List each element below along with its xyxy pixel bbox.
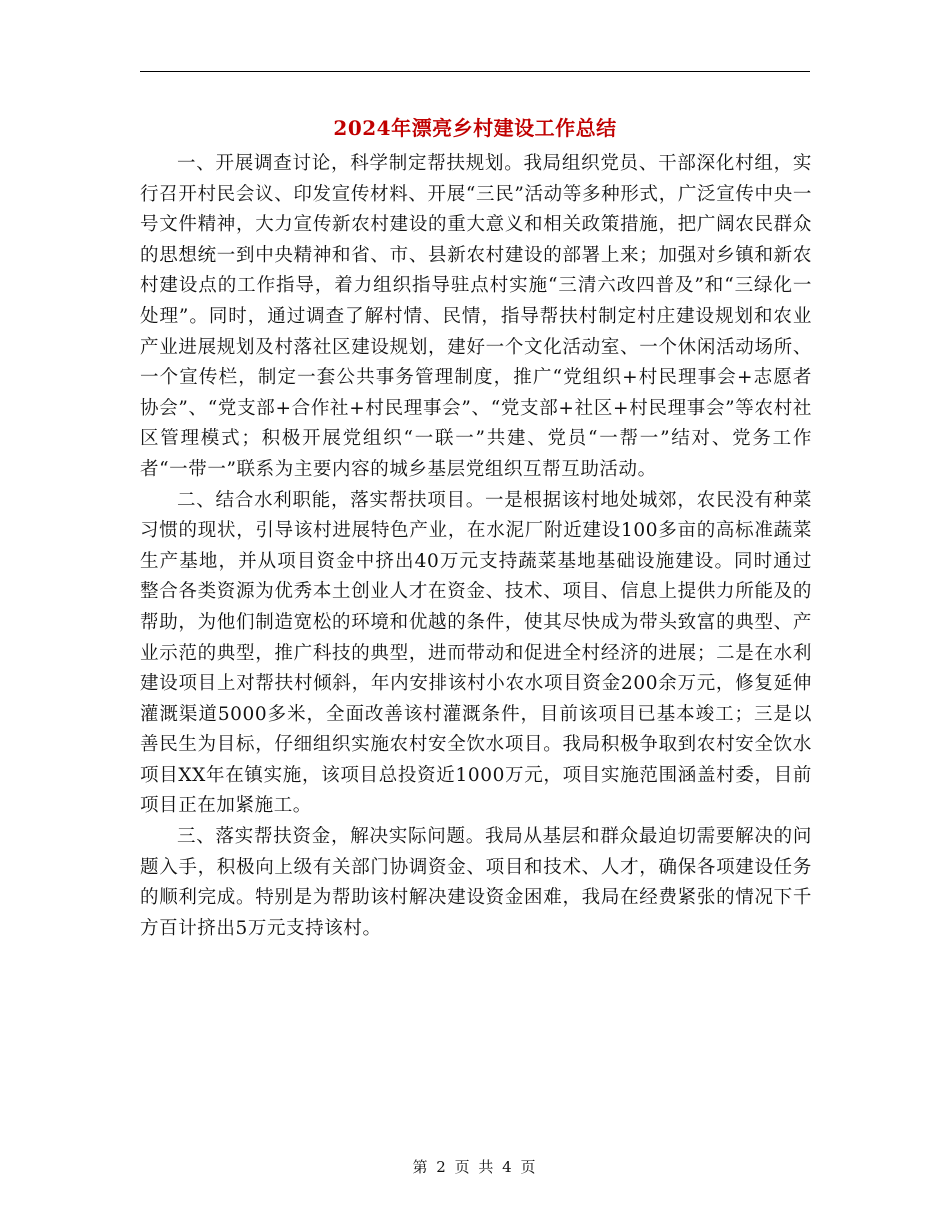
document-title: 2024年漂亮乡村建设工作总结	[333, 116, 617, 140]
page-number: 第 2 页 共 4 页	[412, 1158, 538, 1176]
header-rule	[140, 71, 810, 72]
paragraph-2: 二、结合水利职能，落实帮扶项目。一是根据该村地处城郊，农民没有种菜习惯的现状，引导该村进展特色产业，在水泥厂附近建设100多亩的高标准蔬菜生产基地，并从项目资金中挤出40万元支持蔬菜基地基础设施建设。同时通过整合各类资源为优秀本土创业人才在资金、技术、项目、信息上提供力所能及的帮助，为他们制造宽松的环境和优越的条件，使其尽快成为带头致富的典型、产业示范的典型，推广科技的典型，进而带动和促进全村经济的进展；二是在水利建设项目上对帮扶村倾斜，年内安排该村小农水项目资金200余万元，修复延伸灌溉渠道5000多米，全面改善该村灌溉条件，目前该项目已基本竣工；三是以善民生为目标，仔细组织实施农村安全饮水项目。我局积极争取到农村安全饮水项目XX年在镇实施，该项目总投资近1000万元，项目实施范围涵盖村委，目前项目正在加紧施工。	[140, 489, 812, 817]
document-body	[140, 149, 812, 944]
paragraph-1: 一、开展调查讨论，科学制定帮扶规划。我局组织党员、干部深化村组，实行召开村民会议、印发宣传材料、开展“三民”活动等多种形式，广泛宣传中央一号文件精神，大力宣传新农村建设的重大意义和相关政策措施，把广阔农民群众的思想统一到中央精神和省、市、县新农村建设的部署上来；加强对乡镇和新农村建设点的工作指导，着力组织指导驻点村实施“三清六改四普及”和“三绿化一处理”。同时，通过调查了解村情、民情，指导帮扶村制定村庄建设规划和农业产业进展规划及村落社区建设规划，建好一个文化活动室、一个休闲活动场所、一个宣传栏，制定一套公共事务管理制度，推广“党组织+村民理事会+志愿者协会”、“党支部+合作社+村民理事会”、“党支部+社区+村民理事会”等农村社区管理模式；积极开展党组织“一联一”共建、党员“一帮一”结对、党务工作者“一带一”联系为主要内容的城乡基层党组织互帮互助活动。	[140, 153, 812, 480]
paragraph-3: 三、落实帮扶资金，解决实际问题。我局从基层和群众最迫切需要解决的问题入手，积极向上级有关部门协调资金、项目和技术、人才，确保各项建设任务的顺利完成。特别是为帮助该村解决建设资金困难，我局在经费紧张的情况下千方百计挤出5万元支持该村。	[140, 826, 812, 939]
